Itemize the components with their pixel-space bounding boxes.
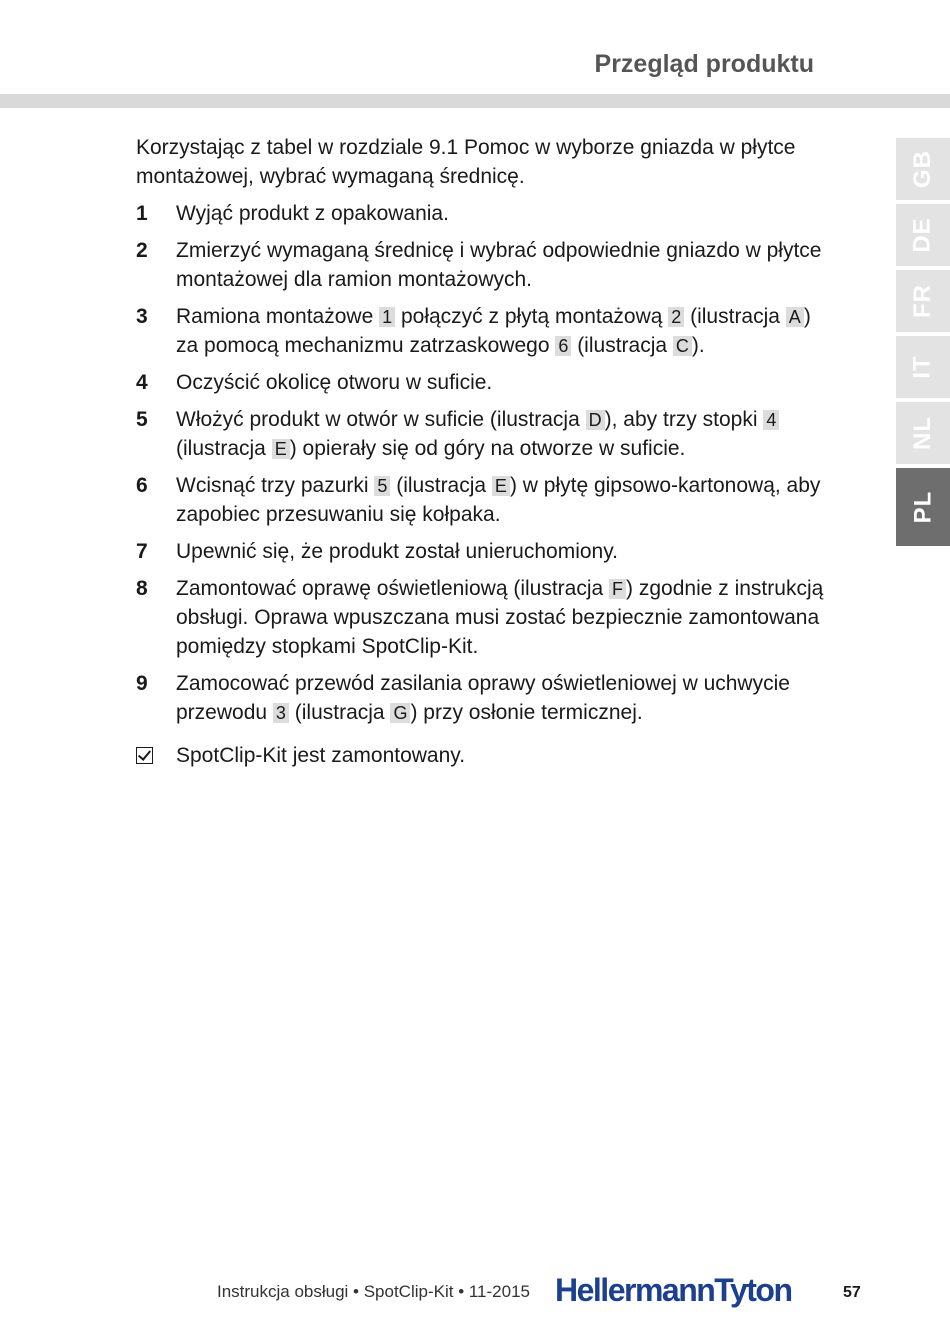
step-number: 4: [136, 371, 148, 394]
reference-tag: E: [272, 439, 290, 459]
lang-tab-fr[interactable]: [896, 270, 950, 332]
step-item: [136, 302, 826, 360]
step-text-segment: ), aby trzy stopki: [604, 408, 764, 431]
step-text-segment: Ramiona montażowe: [176, 305, 380, 328]
step-text-segment: Włożyć produkt w otwór w suficie (ilustracja: [176, 408, 586, 431]
step-text-segment: ) w płytę gipsowo-kartonową, aby zapobiec przesuwaniu się kołpaka.: [176, 474, 821, 526]
step-number: 3: [136, 305, 148, 328]
step-text: [176, 574, 826, 661]
step-text-segment: połączyć z płytą montażową: [395, 305, 669, 328]
reference-tag: 6: [555, 336, 571, 356]
footer: [0, 1270, 950, 1310]
lang-tab-label: GB: [909, 150, 936, 188]
reference-tag: E: [492, 476, 510, 496]
step-text: [176, 236, 826, 294]
step-number: 2: [136, 239, 148, 262]
lang-tab-label: IT: [908, 355, 936, 379]
step-text-segment: ) za pomocą mechanizmu zatrzaskowego: [176, 305, 811, 357]
intro-paragraph: Korzystając z tabel w rozdziale 9.1 Pomoc w wyborze gniazda w płytce montażowej, wybrać wymaganą średnicę.: [136, 136, 796, 188]
step-text-segment: Wcisnąć trzy pazurki: [176, 474, 375, 497]
lang-tab-label: FR: [909, 284, 936, 318]
footer-text: Instrukcja obsługi • SpotClip-Kit • 11-2015: [216, 1282, 530, 1301]
step-number: 8: [136, 577, 148, 600]
lang-tab-nl[interactable]: [896, 402, 950, 464]
step-text-segment: (ilustracja: [176, 437, 272, 460]
reference-tag: 4: [763, 410, 779, 430]
lang-tab-it[interactable]: [896, 336, 950, 398]
step-text-segment: Wyjąć produkt z opakowania.: [176, 202, 449, 225]
language-tabs: [896, 138, 950, 550]
reference-tag: 2: [668, 307, 684, 327]
reference-tag: D: [586, 410, 605, 430]
step-text-segment: Zamocować przewód zasilania oprawy oświetleniowej w uchwycie przewodu: [176, 672, 790, 724]
reference-tag: A: [786, 307, 804, 327]
step-text-segment: Zmierzyć wymaganą średnicę i wybrać odpowiednie gniazdo w płytce montażowej dla ramion montażowych.: [176, 239, 822, 291]
step-text-segment: Upewnić się, że produkt został unieruchomiony.: [176, 540, 618, 563]
header-bar: [0, 94, 950, 108]
reference-tag: F: [609, 579, 626, 599]
step-item: [136, 405, 826, 463]
lang-tab-label: NL: [909, 416, 936, 450]
lang-tab-label: DE: [909, 217, 936, 253]
lang-tab-label: PL: [908, 490, 936, 524]
step-item: [136, 199, 826, 228]
step-number: 7: [136, 540, 148, 563]
step-number: 5: [136, 408, 148, 431]
step-item: [136, 368, 826, 397]
step-item: [136, 471, 826, 529]
page-number: 57: [843, 1284, 861, 1301]
step-text: [176, 471, 826, 529]
lang-tab-gb[interactable]: [896, 138, 950, 200]
step-number: 6: [136, 474, 148, 497]
step-item: [136, 574, 826, 661]
step-text-segment: ) zgodnie z instrukcją obsługi. Oprawa wpuszczana musi zostać bezpiecznie zamontowana pomiędzy stopkami SpotClip-Kit.: [176, 577, 824, 658]
step-text: [176, 199, 826, 228]
steps-list: [136, 199, 826, 727]
step-text-segment: (ilustracja: [390, 474, 492, 497]
reference-tag: G: [390, 703, 410, 723]
step-number: 1: [136, 202, 148, 225]
step-item: [136, 669, 826, 727]
step-text-segment: ) przy osłonie termicznej.: [410, 701, 643, 724]
step-text-segment: (ilustracja: [684, 305, 786, 328]
step-text: [176, 368, 826, 397]
brand-logo: HellermannTyton: [555, 1272, 792, 1308]
check-icon: [136, 741, 176, 770]
step-text-segment: ) opierały się od góry na otworze w suficie.: [289, 437, 686, 460]
reference-tag: 5: [374, 476, 390, 496]
page-header-title: Przegląd produktu: [594, 50, 814, 78]
lang-tab-pl[interactable]: [896, 468, 950, 546]
step-text: [176, 405, 826, 463]
step-item: [136, 236, 826, 294]
step-text: [176, 669, 826, 727]
step-item: [136, 537, 826, 566]
step-text: [176, 537, 826, 566]
result-line: [136, 741, 826, 770]
lang-tab-de[interactable]: [896, 204, 950, 266]
step-text: [176, 302, 826, 360]
result-text: SpotClip-Kit jest zamontowany.: [176, 744, 466, 767]
step-text-segment: (ilustracja: [288, 701, 391, 724]
reference-tag: 1: [379, 307, 395, 327]
step-text-segment: ).: [691, 334, 705, 357]
step-text-segment: Zamontować oprawę oświetleniową (ilustracja: [176, 577, 610, 600]
step-text-segment: (ilustracja: [571, 334, 673, 357]
main-content: [136, 133, 826, 770]
reference-tag: C: [673, 336, 692, 356]
reference-tag: 3: [273, 703, 289, 723]
step-text-segment: Oczyścić okolicę otworu w suficie.: [176, 371, 493, 394]
step-number: 9: [136, 672, 148, 695]
